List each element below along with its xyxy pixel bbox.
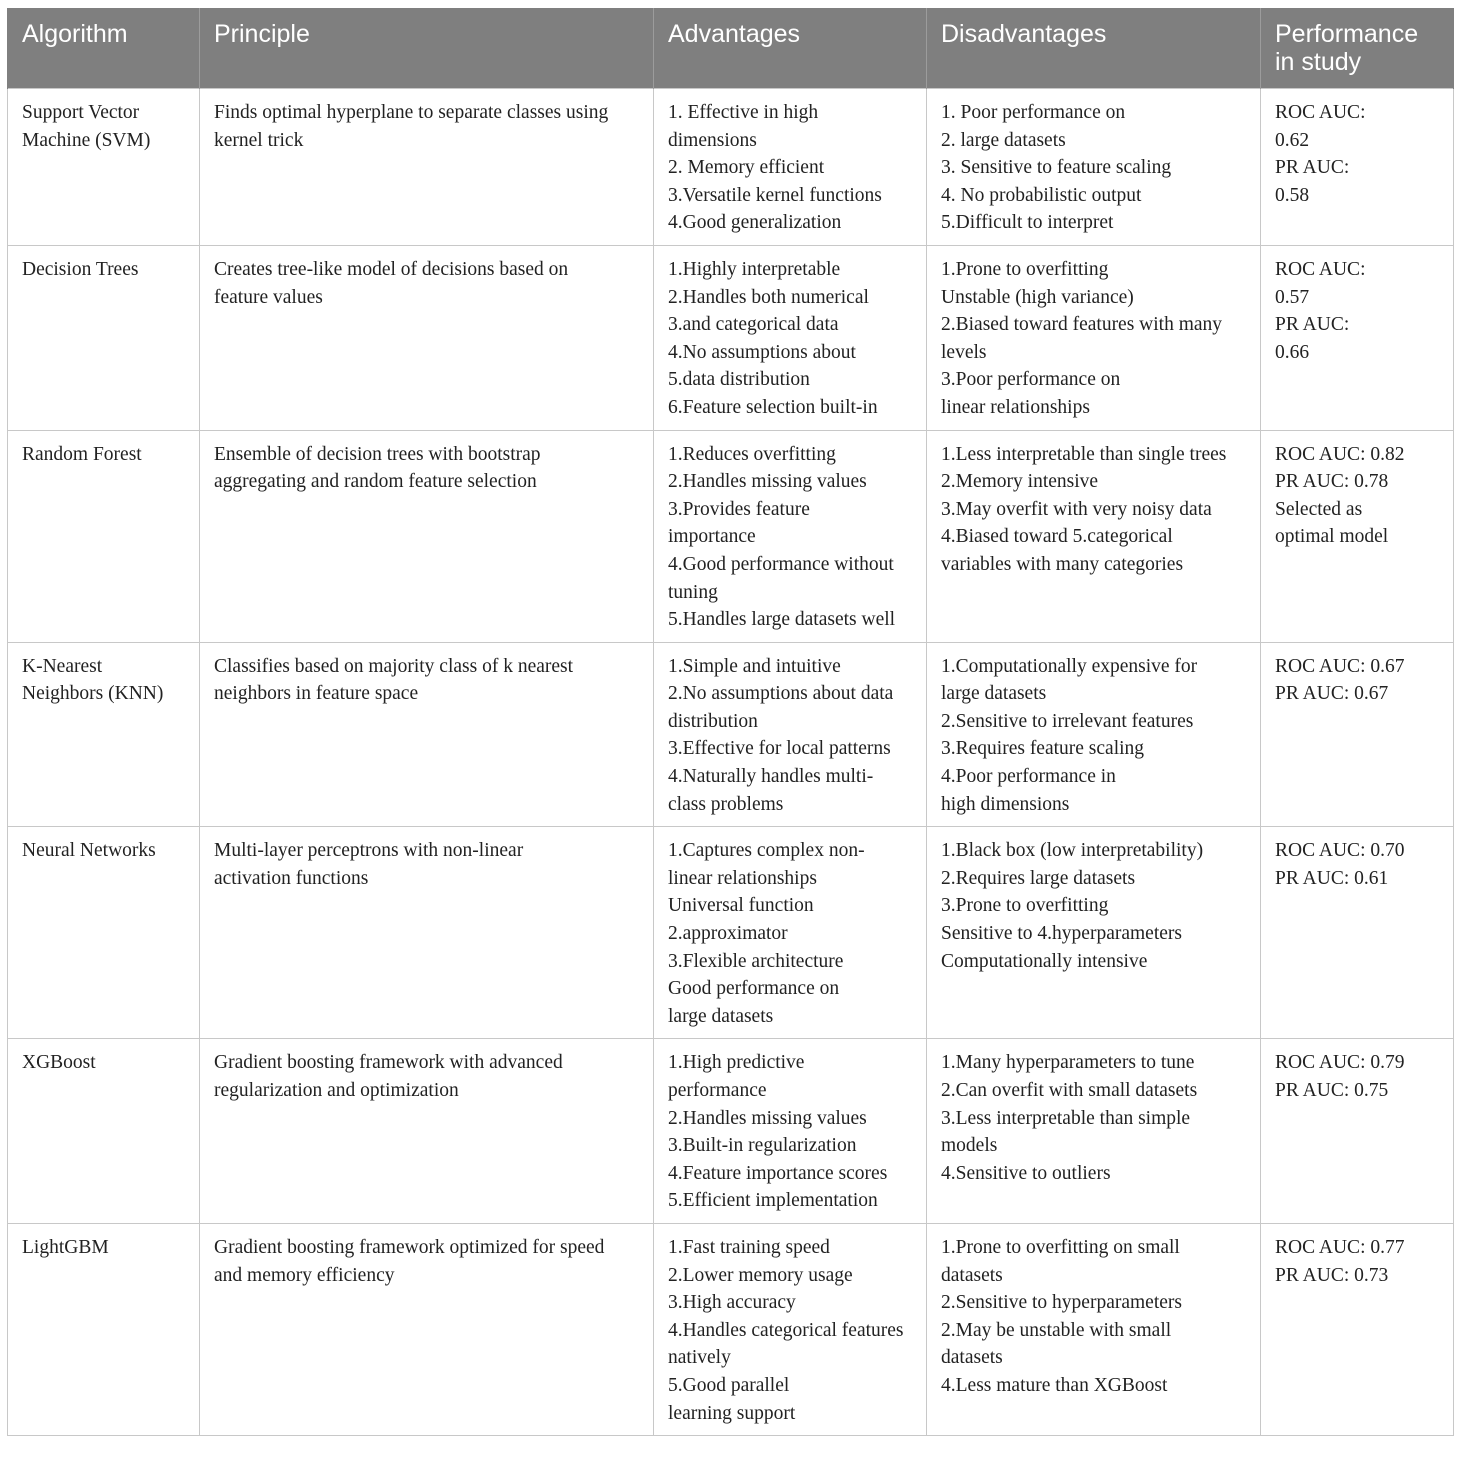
- advantages-line: Good performance on: [668, 978, 840, 1000]
- advantages-cell: [654, 827, 927, 1039]
- performance-cell: [1261, 1039, 1454, 1224]
- header-line: Principle: [214, 20, 310, 48]
- performance-line: 0.57: [1275, 286, 1310, 308]
- principle-line: and memory efficiency: [214, 1264, 395, 1286]
- table-row: [8, 1039, 1454, 1224]
- principle-line: Classifies based on majority class of k nearest: [214, 655, 574, 677]
- advantages-line: 1. Effective in high: [668, 102, 819, 123]
- disadvantages-line: 1.Prone to overfitting on small: [941, 1236, 1180, 1258]
- disadvantages-line: datasets: [941, 1347, 1003, 1369]
- performance-line: ROC AUC: 0.77: [1275, 1236, 1405, 1258]
- disadvantages-line: 4.Less mature than XGBoost: [941, 1374, 1168, 1396]
- performance-cell: [1261, 642, 1454, 827]
- disadvantages-line: 3. Sensitive to feature scaling: [941, 157, 1172, 179]
- advantages-line: 1.High predictive: [668, 1052, 805, 1074]
- principle-cell: [200, 89, 654, 246]
- performance-line: PR AUC:: [1275, 157, 1350, 179]
- algorithm-line: Machine (SVM): [22, 129, 151, 151]
- advantages-line: large datasets: [668, 1005, 774, 1027]
- algorithm-line: Neural Networks: [22, 840, 156, 862]
- advantages-line: 3.Built-in regularization: [668, 1135, 857, 1157]
- disadvantages-line: variables with many categories: [941, 553, 1184, 575]
- advantages-line: distribution: [668, 710, 758, 732]
- principle-line: Gradient boosting framework optimized for speed: [214, 1236, 605, 1258]
- algorithm-cell: [8, 430, 200, 642]
- disadvantages-line: 1.Prone to overfitting: [941, 258, 1109, 280]
- header-line: Performance: [1275, 20, 1419, 48]
- header-advantages: [654, 8, 927, 89]
- advantages-line: 3.Flexible architecture: [668, 950, 844, 972]
- advantages-line: 4.Good performance without: [668, 553, 894, 575]
- advantages-line: 2. Memory efficient: [668, 157, 825, 179]
- algorithm-comparison-table: [7, 8, 1454, 1436]
- disadvantages-line: 2.Can overfit with small datasets: [941, 1080, 1198, 1101]
- disadvantages-line: 1.Many hyperparameters to tune: [941, 1052, 1195, 1074]
- disadvantages-line: linear relationships: [941, 396, 1090, 418]
- disadvantages-line: 5.Difficult to interpret: [941, 212, 1114, 234]
- principle-cell: [200, 1223, 654, 1435]
- algorithm-line: LightGBM: [22, 1236, 109, 1258]
- header-line: Algorithm: [22, 20, 128, 48]
- advantages-line: 2.Handles missing values: [668, 1107, 867, 1129]
- advantages-line: 4.Naturally handles multi-: [668, 766, 874, 788]
- header-line: in study: [1275, 48, 1362, 76]
- principle-line: regularization and optimization: [214, 1080, 459, 1101]
- disadvantages-line: models: [941, 1135, 998, 1157]
- disadvantages-line: Computationally intensive: [941, 950, 1148, 972]
- principle-line: feature values: [214, 286, 323, 308]
- performance-line: ROC AUC: 0.79: [1275, 1052, 1405, 1074]
- disadvantages-line: 3.Less interpretable than simple: [941, 1107, 1191, 1129]
- advantages-line: dimensions: [668, 129, 757, 151]
- principle-line: Ensemble of decision trees with bootstrap: [214, 443, 541, 465]
- disadvantages-line: 3.May overfit with very noisy data: [941, 498, 1212, 520]
- disadvantages-cell: [927, 1223, 1261, 1435]
- disadvantages-line: 2.May be unstable with small: [941, 1319, 1172, 1341]
- header-row: [8, 8, 1454, 89]
- algorithm-cell: [8, 827, 200, 1039]
- principle-line: Creates tree-like model of decisions based on: [214, 258, 569, 280]
- disadvantages-line: 1. Poor performance on: [941, 102, 1126, 123]
- advantages-line: 4.Good generalization: [668, 212, 842, 234]
- disadvantages-line: large datasets: [941, 683, 1047, 705]
- table-row: [8, 89, 1454, 246]
- performance-line: Selected as: [1275, 498, 1363, 520]
- disadvantages-line: 3.Prone to overfitting: [941, 895, 1109, 917]
- performance-line: ROC AUC: 0.70: [1275, 840, 1405, 862]
- advantages-line: 2.Handles both numerical: [668, 286, 869, 308]
- disadvantages-line: high dimensions: [941, 793, 1070, 815]
- performance-line: PR AUC: 0.67: [1275, 683, 1389, 705]
- performance-line: PR AUC: 0.61: [1275, 867, 1389, 889]
- disadvantages-line: 2.Sensitive to hyperparameters: [941, 1292, 1182, 1314]
- advantages-line: learning support: [668, 1402, 796, 1424]
- performance-line: optimal model: [1275, 526, 1389, 548]
- advantages-line: 1.Highly interpretable: [668, 258, 841, 280]
- advantages-line: importance: [668, 526, 756, 548]
- performance-cell: [1261, 430, 1454, 642]
- disadvantages-line: 3.Poor performance on: [941, 369, 1121, 391]
- advantages-line: 3.Effective for local patterns: [668, 738, 891, 760]
- disadvantages-line: 3.Requires feature scaling: [941, 738, 1145, 760]
- comparison-table-container: [7, 8, 1453, 1436]
- advantages-line: 3.Provides feature: [668, 498, 810, 520]
- disadvantages-cell: [927, 430, 1261, 642]
- table-body: [8, 89, 1454, 1436]
- advantages-line: performance: [668, 1080, 767, 1101]
- principle-line: Gradient boosting framework with advanced: [214, 1052, 563, 1074]
- advantages-cell: [654, 1223, 927, 1435]
- advantages-line: 2.Lower memory usage: [668, 1264, 853, 1286]
- advantages-line: 3.High accuracy: [668, 1292, 796, 1314]
- principle-line: Finds optimal hyperplane to separate classes using: [214, 102, 609, 123]
- algorithm-line: K-Nearest: [22, 655, 103, 677]
- header-line: Advantages: [668, 20, 801, 48]
- advantages-line: 3.and categorical data: [668, 314, 839, 336]
- performance-cell: [1261, 827, 1454, 1039]
- principle-cell: [200, 642, 654, 827]
- advantages-line: tuning: [668, 581, 718, 603]
- table-row: [8, 1223, 1454, 1435]
- disadvantages-line: 2.Sensitive to irrelevant features: [941, 710, 1194, 732]
- header-line: Disadvantages: [941, 20, 1107, 48]
- advantages-line: natively: [668, 1347, 731, 1369]
- disadvantages-cell: [927, 642, 1261, 827]
- disadvantages-line: datasets: [941, 1264, 1003, 1286]
- disadvantages-line: 1.Less interpretable than single trees: [941, 443, 1227, 465]
- principle-cell: [200, 430, 654, 642]
- advantages-line: 3.Versatile kernel functions: [668, 184, 882, 206]
- disadvantages-line: 4.Biased toward 5.categorical: [941, 526, 1173, 548]
- advantages-cell: [654, 642, 927, 827]
- advantages-line: 2.Handles missing values: [668, 471, 867, 493]
- disadvantages-cell: [927, 1039, 1261, 1224]
- performance-line: ROC AUC: 0.82: [1275, 443, 1405, 465]
- performance-cell: [1261, 89, 1454, 246]
- advantages-line: 2.No assumptions about data: [668, 683, 894, 705]
- disadvantages-line: 4.Sensitive to outliers: [941, 1162, 1111, 1184]
- performance-line: 0.58: [1275, 184, 1310, 206]
- advantages-line: 6.Feature selection built-in: [668, 396, 878, 418]
- advantages-line: class problems: [668, 793, 784, 815]
- advantages-line: 5.Good parallel: [668, 1374, 790, 1396]
- algorithm-line: Random Forest: [22, 443, 142, 465]
- performance-line: PR AUC: 0.75: [1275, 1080, 1389, 1101]
- disadvantages-cell: [927, 245, 1261, 430]
- disadvantages-line: levels: [941, 341, 987, 363]
- algorithm-line: XGBoost: [22, 1052, 96, 1074]
- performance-line: 0.66: [1275, 341, 1310, 363]
- principle-cell: [200, 245, 654, 430]
- table-header: [8, 8, 1454, 89]
- advantages-line: 2.approximator: [668, 923, 788, 945]
- performance-cell: [1261, 1223, 1454, 1435]
- performance-line: ROC AUC:: [1275, 102, 1366, 123]
- advantages-line: 5.Handles large datasets well: [668, 609, 896, 631]
- disadvantages-line: 2. large datasets: [941, 129, 1066, 151]
- disadvantages-line: 2.Biased toward features with many: [941, 314, 1223, 336]
- performance-line: PR AUC: 0.73: [1275, 1264, 1389, 1286]
- advantages-line: 5.Efficient implementation: [668, 1190, 878, 1212]
- disadvantages-line: 2.Requires large datasets: [941, 867, 1136, 889]
- disadvantages-line: 1.Computationally expensive for: [941, 655, 1198, 677]
- advantages-line: linear relationships: [668, 867, 817, 889]
- table-row: [8, 430, 1454, 642]
- algorithm-line: Neighbors (KNN): [22, 683, 164, 705]
- advantages-line: 4.Handles categorical features: [668, 1319, 904, 1341]
- advantages-line: 1.Simple and intuitive: [668, 655, 841, 677]
- header-algorithm: [8, 8, 200, 89]
- disadvantages-line: Unstable (high variance): [941, 286, 1134, 308]
- algorithm-line: Support Vector: [22, 102, 140, 123]
- algorithm-line: Decision Trees: [22, 258, 139, 280]
- principle-line: activation functions: [214, 867, 369, 889]
- performance-line: ROC AUC:: [1275, 258, 1366, 280]
- algorithm-cell: [8, 1223, 200, 1435]
- advantages-cell: [654, 89, 927, 246]
- header-disadvantages: [927, 8, 1261, 89]
- performance-line: ROC AUC: 0.67: [1275, 655, 1405, 677]
- header-performance: [1261, 8, 1454, 89]
- algorithm-cell: [8, 642, 200, 827]
- principle-cell: [200, 1039, 654, 1224]
- principle-line: kernel trick: [214, 129, 304, 151]
- disadvantages-line: 2.Memory intensive: [941, 471, 1099, 493]
- advantages-line: 1.Captures complex non-: [668, 840, 865, 862]
- advantages-cell: [654, 430, 927, 642]
- principle-cell: [200, 827, 654, 1039]
- advantages-cell: [654, 1039, 927, 1224]
- advantages-line: 5.data distribution: [668, 369, 810, 391]
- algorithm-cell: [8, 89, 200, 246]
- algorithm-cell: [8, 1039, 200, 1224]
- principle-line: aggregating and random feature selection: [214, 471, 537, 493]
- table-row: [8, 642, 1454, 827]
- advantages-line: 1.Fast training speed: [668, 1236, 830, 1258]
- disadvantages-line: 4.Poor performance in: [941, 766, 1116, 788]
- advantages-line: Universal function: [668, 895, 814, 917]
- disadvantages-line: 1.Black box (low interpretability): [941, 840, 1204, 862]
- table-row: [8, 827, 1454, 1039]
- disadvantages-cell: [927, 89, 1261, 246]
- advantages-line: 1.Reduces overfitting: [668, 443, 836, 465]
- principle-line: neighbors in feature space: [214, 683, 419, 705]
- principle-line: Multi-layer perceptrons with non-linear: [214, 840, 524, 862]
- table-row: [8, 245, 1454, 430]
- performance-line: 0.62: [1275, 129, 1310, 151]
- advantages-line: 4.No assumptions about: [668, 341, 856, 363]
- performance-line: PR AUC:: [1275, 314, 1350, 336]
- disadvantages-line: 4. No probabilistic output: [941, 184, 1142, 206]
- performance-cell: [1261, 245, 1454, 430]
- performance-line: PR AUC: 0.78: [1275, 471, 1389, 493]
- advantages-cell: [654, 245, 927, 430]
- algorithm-cell: [8, 245, 200, 430]
- disadvantages-cell: [927, 827, 1261, 1039]
- advantages-line: 4.Feature importance scores: [668, 1162, 888, 1184]
- disadvantages-line: Sensitive to 4.hyperparameters: [941, 923, 1182, 945]
- header-principle: [200, 8, 654, 89]
